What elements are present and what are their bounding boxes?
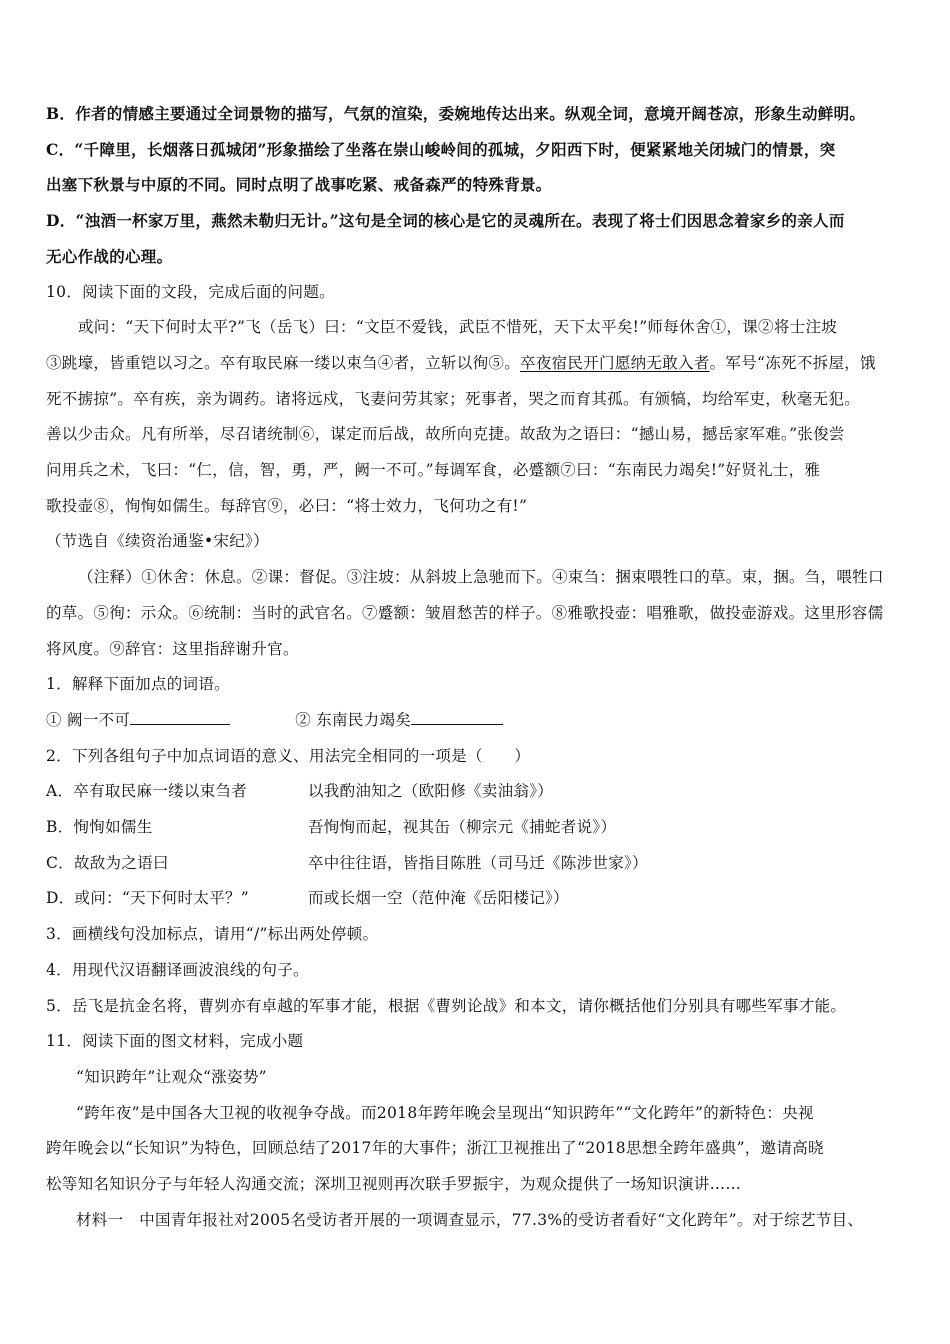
option-d-line1: D．“浊酒一杯家万里，燕然未勒归无计。”这句是全词的核心是它的灵魂所在。表现了将士们因思念着家乡的亲人而	[46, 211, 845, 231]
choice-right: 以我酌油知之（欧阳修《卖油翁》）	[308, 782, 554, 801]
answer-blank-2[interactable]	[411, 707, 503, 725]
question-10-title: 10．阅读下面的文段，完成后面的问题。	[46, 282, 335, 301]
subquestion-1-title: 1．解释下面加点的词语。	[46, 675, 230, 694]
option-d-line2: 无心作战的心理。	[46, 246, 173, 266]
choice-left: C．故敌为之语曰	[46, 853, 169, 872]
choice-right: 吾恂恂而起，视其缶（柳宗元《捕蛇者说》）	[308, 818, 617, 837]
passage-text: 。军号“冻死不拆屋，饿	[709, 353, 876, 372]
question-11-title: 11．阅读下面的图文材料，完成小题	[46, 1032, 304, 1051]
option-b: B．作者的情感主要通过全词景物的描写，气氛的渲染，委婉地传达出来。纵观全词，意境开阔苍凉，形象生动鲜明。	[46, 104, 866, 123]
document-page	[46, 96, 908, 1239]
annotations	[46, 560, 908, 667]
passage-text: ③跳壕，皆重铠以习之。卒有取民麻一缕以束刍④者，立斩以徇⑤。	[46, 353, 521, 372]
choice-right: 卒中往往语，皆指目陈胜（司马迁《陈涉世家》）	[308, 853, 648, 872]
subquestion-1-items	[46, 703, 908, 739]
passage-line: 或问：“天下何时太平?”飞（岳飞）曰：“文臣不爱钱，武臣不惜死，天下太平矣!”师每休舍①，课②将士注坡	[78, 318, 838, 337]
passage-line: 问用兵之术，飞曰：“仁，信，智，勇，严，阙一不可。”每调军食，必蹙额⑦曰：“东南民力竭矣!”好贤礼士，雅	[46, 461, 821, 480]
subquestion-5: 5．岳飞是抗金名将，曹刿亦有卓越的军事才能，根据《曹刿论战》和本文，请你概括他们分别具有哪些军事才能。	[46, 996, 847, 1015]
article-line: “跨年夜”是中国各大卫视的收视争夺战。而2018年跨年晚会呈现出“知识跨年”“文化跨年”的新特色：央视	[76, 1103, 814, 1122]
passage-line	[46, 346, 908, 382]
annotation-line: 的草。⑤徇：示众。⑥统制：当时的武官名。⑦蹙额：皱眉愁苦的样子。⑧雅歌投壶：唱雅歌，做投壶游戏。这里形容儒	[46, 603, 884, 622]
choice-left: A．卒有取民麻一缕以束刍者	[46, 782, 248, 801]
option-c-line2: 出塞下秋景与中原的不同。同时点明了战事吃紧、戒备森严的特殊背景。	[46, 175, 552, 195]
term-2: ② 东南民力竭矣	[295, 710, 412, 729]
choice-left: B．恂恂如儒生	[46, 818, 153, 837]
choice-d	[46, 881, 908, 917]
passage-line: 歌投壶⑧，恂恂如儒生。每辞官⑨，必曰：“将士效力，飞何功之有!”	[46, 496, 528, 515]
article-heading: “知识跨年”让观众“涨姿势”	[76, 1067, 267, 1086]
underlined-sentence: 卒夜宿民开门愿纳无敢入者	[520, 353, 710, 372]
annotation-line: 将风度。⑨辞官：这里指辞谢升官。	[46, 639, 299, 658]
material-one-line: 材料一 中国青年报社对2005名受访者开展的一项调查显示，77.3%的受访者看好“文化跨年”。对于综艺节目、	[76, 1210, 864, 1229]
term-1: ① 阙一不可	[46, 710, 131, 729]
article-line: 松等知名知识分子与年轻人沟通交流；深圳卫视则再次联手罗振宇，为观众提供了一场知识演讲……	[46, 1175, 742, 1194]
choice-a	[46, 774, 908, 810]
choice-right: 而或长烟一空（范仲淹《岳阳楼记》）	[308, 889, 569, 908]
classical-passage	[46, 310, 908, 524]
article-line: 跨年晚会以“长知识”为特色，回顾总结了2017年的大事件；浙江卫视推出了“2018思想全跨年盛典”，邀请高晓	[46, 1139, 824, 1158]
option-c-line1: C．“千障里，长烟落日孤城闭”形象描绘了坐落在崇山峻岭间的孤城，夕阳西下时，便紧紧地关闭城门的情景，突	[46, 139, 836, 159]
passage-line: 死不掳掠”。卒有疾，亲为调药。诸将远戍，飞妻问劳其家；死事者，哭之而育其孤。有颁犒，均给军吏，秋毫无犯。	[46, 389, 861, 408]
passage-source: （节选自《续资治通鉴•宋纪》）	[46, 532, 269, 551]
subquestion-3: 3．画横线句没加标点，请用“/”标出两处停顿。	[46, 925, 379, 944]
answer-blank-1[interactable]	[130, 707, 230, 725]
choice-c	[46, 846, 908, 882]
choice-left: D．或问：“天下何时太平？”	[46, 889, 249, 908]
subquestion-2-title: 2．下列各组句子中加点词语的意义、用法完全相同的一项是（ ）	[46, 746, 531, 765]
subquestion-4: 4．用现代汉语翻译画波浪线的句子。	[46, 960, 309, 979]
passage-line: 善以少击众。凡有所举，尽召诸统制⑥，谋定而后战，故所向克捷。故敌为之语曰：“撼山易，撼岳家军难。”张俊尝	[46, 425, 845, 444]
choice-b	[46, 810, 908, 846]
annotation-line: （注释）①休舍：休息。②课：督促。③注坡：从斜坡上急驰而下。④束刍：捆束喂牲口的草。束，捆。刍，喂牲口	[78, 568, 884, 587]
